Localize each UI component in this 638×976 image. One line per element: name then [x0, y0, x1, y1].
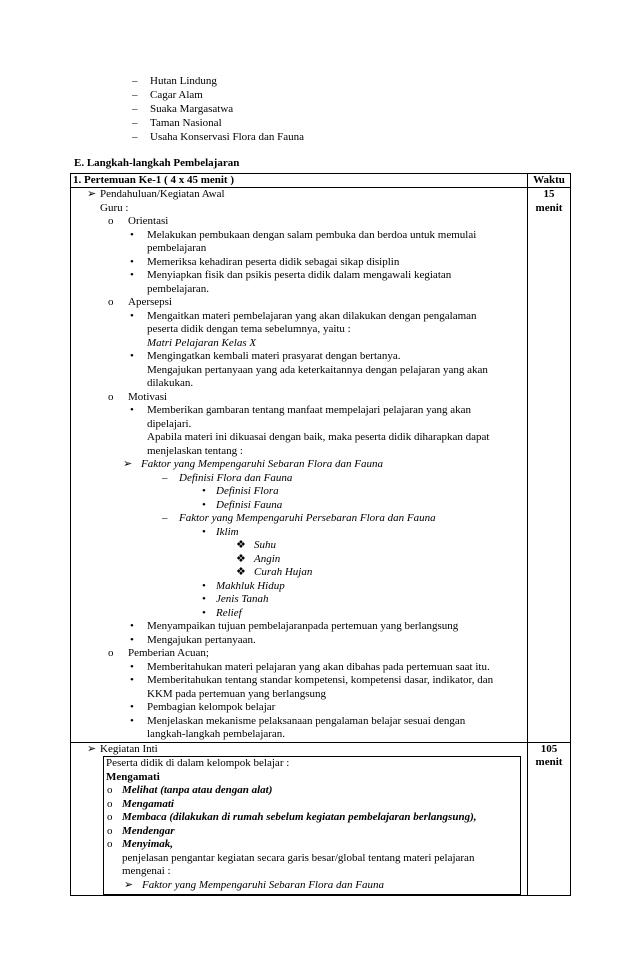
list-item: Memberitahukan materi pelajaran yang akan dibahas pada pertemuan saat itu. — [147, 660, 490, 673]
list-item: Relief — [216, 606, 242, 619]
list-item: Membaca (dilakukan di rumah sebelum kegiatan pembelajaran berlangsung), — [122, 811, 477, 823]
header-meeting: 1. Pertemuan Ke-1 ( 4 x 45 menit ) — [71, 174, 528, 188]
acuan-label: Pemberian Acuan; — [128, 647, 209, 659]
dash-marker: – — [132, 103, 138, 115]
list-item: Definisi Flora dan Fauna — [179, 471, 293, 484]
list-item: KKM pada pertemuan yang berlangsung — [147, 687, 327, 700]
time-value: 15 — [543, 188, 555, 200]
list-item: dipelajari. — [147, 417, 192, 430]
orientasi-label: Orientasi — [128, 215, 169, 227]
list-item: Definisi Flora — [216, 485, 279, 497]
list-item: mengenai : — [122, 865, 171, 877]
list-item: Mengingatkan kembali materi prasyarat dengan bertanya. — [147, 350, 401, 362]
apersepsi-label: Apersepsi — [128, 296, 172, 308]
list-item: Usaha Konservasi Flora dan Fauna — [150, 131, 304, 143]
dash-marker: – — [132, 131, 138, 143]
list-item: Suaka Margasatwa — [150, 103, 234, 115]
list-item: Apabila materi ini dikuasai dengan baik, maka peserta didik diharapkan dapat — [147, 431, 490, 443]
list-item: Memberitahukan tentang standar kompetensi, kompetensi dasar, indikator, dan — [147, 674, 494, 686]
list-item: Hutan Lindung — [150, 75, 217, 87]
list-item: Mengajukan pertanyaan yang ada keterkaitannya dengan pelajaran yang akan — [147, 363, 488, 376]
dash-marker: – — [132, 89, 138, 101]
list-item: Mengaitkan materi pembelajaran yang akan dilakukan dengan pengalaman — [147, 309, 477, 322]
list-item: Menjelaskan mekanisme pelaksanaan pengalaman belajar sesuai dengan — [147, 714, 466, 727]
inti-cell: ➢ Kegiatan Inti Peserta didik di dalam kelompok belajar : Mengamati o Melihat (tanpa atau dengan alat) o Mengamati o Membaca (dilakukan di rumah sebelum kegiatan pembelajaran berlangsung), o Mendengar o Menyimak, penjelasan pengantar kegiatan secara garis besar/global tentang materi pelajaran mengenai : ➢ Faktor yang Mempengaruhi Sebaran Flora dan Fauna — [71, 742, 528, 896]
list-item: Mendengar — [122, 824, 175, 837]
topic-item: Faktor yang Mempengaruhi Sebaran Flora dan Fauna — [142, 878, 384, 891]
list-item: Faktor yang Mempengaruhi Persebaran Flora dan Fauna — [179, 512, 436, 524]
list-item: Taman Nasional — [150, 117, 222, 129]
pendahuluan-cell: ➢ Pendahuluan/Kegiatan Awal Guru : o Orientasi • Melakukan pembukaan dengan salam pembuka dan berdoa untuk memulai pembelajaran • Memeriksa kehadiran peserta didik sebagai sikap disiplin • Menyiapkan fisik dan psikis peserta didik dalam mengawali kegiatan pembelajaran. o Apersepsi • Mengaitkan materi pembelajaran yang akan dilakukan dengan pengalaman peserta didik dengan tema sebelumnya, yaitu : Matri Pelajaran Kelas X • Mengingatkan kembali materi prasyarat dengan bertanya. Mengajukan pertanyaan yang ada keterkaitannya dengan pelajaran yang akan dilakukan. o Motivasi • Memberikan gambaran tentang manfaat mempelajari pelajaran yang akan dipelajari. Apabila materi ini dikuasai dengan baik, maka peserta didik diharapkan dapat menjelaskan tentang : ➢ Faktor yang Mempengaruhi Sebaran Flora dan Fauna – Definisi Flora dan Fauna • Definisi Flora • Definisi Fauna – Faktor yang Mempengaruhi Persebaran Flora dan Fauna • Iklim ❖ Suhu ❖ Angin ❖ Curah Hujan • Makhluk Hidup • Jenis Tanah • Relief • Menyampaikan tujuan pembelajaranpada pertemuan yang berlangsung • Mengajukan pertanyaan. o Pemberian Acuan; • Memberitahukan materi pelajaran yang akan dibahas pada pertemuan saat itu. • Memberitahukan tentang standar kompetensi, kompetensi dasar, indikator, dan KKM pada pertemuan yang berlangsung • Pembagian kelompok belajar • Menjelaskan mekanisme pelaksanaan pengalaman belajar sesuai dengan langkah-langkah pembelajaran. — [71, 188, 528, 743]
list-item: Memberikan gambaran tentang manfaat mempelajari pelajaran yang akan — [147, 404, 472, 416]
time-unit: menit — [535, 756, 563, 768]
list-item: Menyimak, — [122, 838, 174, 850]
list-item: penjelasan pengantar kegiatan secara garis besar/global tentang materi pelajaran — [122, 851, 475, 864]
pendahuluan-title: Pendahuluan/Kegiatan Awal — [100, 188, 225, 200]
list-item: dilakukan. — [147, 377, 194, 389]
time-unit: menit — [535, 201, 563, 214]
time-value: 105 — [540, 742, 558, 755]
list-item: Mengamati — [122, 797, 174, 810]
list-item: peserta didik dengan tema sebelumnya, yaitu : — [147, 323, 351, 335]
inti-title: Kegiatan Inti — [100, 742, 158, 755]
list-item: Definisi Fauna — [216, 498, 283, 511]
guru-label: Guru : — [100, 201, 129, 214]
lesson-table — [70, 173, 571, 896]
list-item: Jenis Tanah — [216, 593, 269, 605]
inti-inner-box: Peserta didik di dalam kelompok belajar : Mengamati o Melihat (tanpa atau dengan alat) o Mengamati o Membaca (dilakukan di rumah sebelum kegiatan pembelajaran berlangsung), o Mendengar o Menyimak, penjelasan pengantar kegiatan secara garis besar/global tentang materi pelajaran mengenai : ➢ Faktor yang Mempengaruhi Sebaran Flora dan Fauna — [103, 756, 521, 895]
list-item: pembelajaran. — [147, 282, 209, 295]
time-cell-pendahuluan — [528, 188, 571, 743]
header-time: Waktu — [528, 174, 571, 188]
list-item: Cagar Alam — [150, 89, 203, 101]
list-item: Matri Pelajaran Kelas X — [147, 336, 257, 349]
list-item: menjelaskan tentang : — [147, 444, 243, 457]
section-heading: E. Langkah-langkah Pembelajaran — [74, 157, 240, 169]
dash-marker: – — [132, 75, 138, 87]
list-item: Mengajukan pertanyaan. — [147, 633, 256, 646]
mengamati-heading: Mengamati — [106, 770, 160, 783]
motivasi-label: Motivasi — [128, 390, 168, 403]
topic-item: Faktor yang Mempengaruhi Sebaran Flora dan Fauna — [141, 458, 383, 470]
list-item: Menyiapkan fisik dan psikis peserta didik dalam mengawali kegiatan — [147, 269, 452, 281]
list-item: Menyampaikan tujuan pembelajaranpada pertemuan yang berlangsung — [147, 620, 459, 632]
list-item: Melihat (tanpa atau dengan alat) — [122, 784, 273, 796]
list-item: Makhluk Hidup — [216, 579, 285, 592]
list-item: Curah Hujan — [254, 566, 313, 578]
list-item: Melakukan pembukaan dengan salam pembuka dan berdoa untuk memulai — [147, 228, 477, 241]
list-item: Suhu — [254, 539, 276, 551]
list-item: Memeriksa kehadiran peserta didik sebagai sikap disiplin — [147, 255, 400, 268]
list-item: langkah-langkah pembelajaran. — [147, 728, 286, 740]
dash-marker: – — [132, 117, 138, 129]
time-cell-inti — [528, 742, 571, 896]
list-item: Angin — [254, 552, 281, 565]
list-item: pembelajaran — [147, 242, 207, 254]
inti-intro: Peserta didik di dalam kelompok belajar : — [106, 757, 290, 769]
list-item: Pembagian kelompok belajar — [147, 701, 276, 713]
list-item: Iklim — [216, 525, 239, 538]
